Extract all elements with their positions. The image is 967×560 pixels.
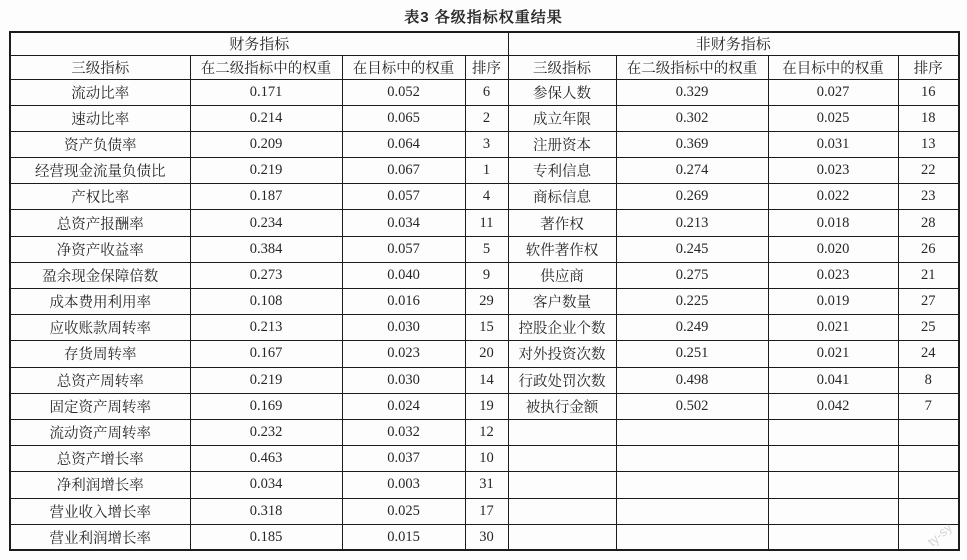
- nonfin-w2-cell: [616, 472, 768, 498]
- group-header-financial: 财务指标: [10, 32, 508, 55]
- fin-w2-cell: 0.209: [190, 131, 342, 157]
- nonfin-name-cell: 参保人数: [508, 79, 616, 105]
- nonfin-wt-cell: 0.020: [768, 236, 898, 262]
- nonfin-rank-cell: 8: [898, 367, 959, 393]
- fin-rank-cell: 1: [465, 158, 508, 184]
- fin-wt-cell: 0.040: [342, 262, 465, 288]
- fin-name-cell: 经营现金流量负债比: [10, 158, 190, 184]
- fin-w2-cell: 0.273: [190, 262, 342, 288]
- fin-wt-cell: 0.064: [342, 131, 465, 157]
- fin-wt-cell: 0.003: [342, 472, 465, 498]
- nonfin-rank-cell: 25: [898, 315, 959, 341]
- column-header-row: [10, 55, 959, 79]
- fin-name-cell: 净资产收益率: [10, 236, 190, 262]
- fin-rank-cell: 19: [465, 393, 508, 419]
- nonfin-rank-cell: 13: [898, 131, 959, 157]
- col-header-nonfin-rank: 排序: [898, 55, 959, 79]
- fin-w2-cell: 0.232: [190, 419, 342, 445]
- fin-wt-cell: 0.025: [342, 498, 465, 524]
- fin-rank-cell: 3: [465, 131, 508, 157]
- fin-rank-cell: 12: [465, 419, 508, 445]
- fin-w2-cell: 0.169: [190, 393, 342, 419]
- fin-rank-cell: 15: [465, 315, 508, 341]
- fin-w2-cell: 0.219: [190, 158, 342, 184]
- nonfin-wt-cell: 0.041: [768, 367, 898, 393]
- table-row: [10, 341, 959, 367]
- nonfin-w2-cell: [616, 524, 768, 550]
- fin-w2-cell: 0.185: [190, 524, 342, 550]
- nonfin-rank-cell: [898, 498, 959, 524]
- fin-w2-cell: 0.214: [190, 105, 342, 131]
- nonfin-rank-cell: 18: [898, 105, 959, 131]
- table-row: [10, 210, 959, 236]
- nonfin-name-cell: 供应商: [508, 262, 616, 288]
- fin-w2-cell: 0.108: [190, 289, 342, 315]
- fin-w2-cell: 0.384: [190, 236, 342, 262]
- nonfin-name-cell: 被执行金额: [508, 393, 616, 419]
- fin-w2-cell: 0.219: [190, 367, 342, 393]
- nonfin-name-cell: 商标信息: [508, 184, 616, 210]
- fin-rank-cell: 29: [465, 289, 508, 315]
- fin-name-cell: 速动比率: [10, 105, 190, 131]
- nonfin-name-cell: [508, 498, 616, 524]
- table-row: [10, 79, 959, 105]
- col-header-nonfin-weight-target: 在目标中的权重: [768, 55, 898, 79]
- nonfin-name-cell: [508, 472, 616, 498]
- col-header-nonfin-indicator: 三级指标: [508, 55, 616, 79]
- nonfin-w2-cell: 0.369: [616, 131, 768, 157]
- nonfin-w2-cell: 0.213: [616, 210, 768, 236]
- nonfin-wt-cell: [768, 524, 898, 550]
- fin-w2-cell: 0.171: [190, 79, 342, 105]
- nonfin-name-cell: 成立年限: [508, 105, 616, 131]
- fin-w2-cell: 0.187: [190, 184, 342, 210]
- fin-name-cell: 成本费用利用率: [10, 289, 190, 315]
- fin-rank-cell: 14: [465, 367, 508, 393]
- nonfin-w2-cell: 0.225: [616, 289, 768, 315]
- table-body: [10, 79, 959, 550]
- table-row: [10, 262, 959, 288]
- nonfin-rank-cell: 7: [898, 393, 959, 419]
- fin-name-cell: 总资产增长率: [10, 446, 190, 472]
- group-header-nonfinancial: 非财务指标: [508, 32, 959, 55]
- fin-name-cell: 流动比率: [10, 79, 190, 105]
- nonfin-w2-cell: 0.251: [616, 341, 768, 367]
- nonfin-wt-cell: [768, 446, 898, 472]
- fin-name-cell: 营业利润增长率: [10, 524, 190, 550]
- col-header-fin-indicator: 三级指标: [10, 55, 190, 79]
- table-row: [10, 419, 959, 445]
- table-row: [10, 367, 959, 393]
- fin-rank-cell: 2: [465, 105, 508, 131]
- nonfin-wt-cell: 0.019: [768, 289, 898, 315]
- col-header-nonfin-weight-secondary: 在二级指标中的权重: [616, 55, 768, 79]
- nonfin-w2-cell: 0.329: [616, 79, 768, 105]
- table-row: [10, 315, 959, 341]
- nonfin-w2-cell: [616, 498, 768, 524]
- nonfin-name-cell: [508, 419, 616, 445]
- nonfin-name-cell: 软件著作权: [508, 236, 616, 262]
- fin-rank-cell: 17: [465, 498, 508, 524]
- fin-w2-cell: 0.463: [190, 446, 342, 472]
- nonfin-w2-cell: 0.302: [616, 105, 768, 131]
- nonfin-rank-cell: 28: [898, 210, 959, 236]
- nonfin-name-cell: [508, 524, 616, 550]
- fin-rank-cell: 20: [465, 341, 508, 367]
- col-header-fin-rank: 排序: [465, 55, 508, 79]
- nonfin-wt-cell: 0.021: [768, 341, 898, 367]
- fin-wt-cell: 0.023: [342, 341, 465, 367]
- fin-rank-cell: 30: [465, 524, 508, 550]
- nonfin-w2-cell: 0.249: [616, 315, 768, 341]
- nonfin-wt-cell: [768, 419, 898, 445]
- fin-w2-cell: 0.318: [190, 498, 342, 524]
- nonfin-wt-cell: 0.025: [768, 105, 898, 131]
- fin-rank-cell: 10: [465, 446, 508, 472]
- nonfin-name-cell: 注册资本: [508, 131, 616, 157]
- fin-w2-cell: 0.213: [190, 315, 342, 341]
- nonfin-wt-cell: [768, 498, 898, 524]
- fin-rank-cell: 4: [465, 184, 508, 210]
- nonfin-rank-cell: [898, 472, 959, 498]
- fin-wt-cell: 0.057: [342, 184, 465, 210]
- fin-name-cell: 资产负债率: [10, 131, 190, 157]
- nonfin-wt-cell: 0.023: [768, 262, 898, 288]
- fin-wt-cell: 0.015: [342, 524, 465, 550]
- fin-wt-cell: 0.057: [342, 236, 465, 262]
- nonfin-wt-cell: 0.027: [768, 79, 898, 105]
- fin-wt-cell: 0.024: [342, 393, 465, 419]
- nonfin-wt-cell: [768, 472, 898, 498]
- nonfin-rank-cell: 22: [898, 158, 959, 184]
- nonfin-w2-cell: [616, 446, 768, 472]
- table-row: [10, 236, 959, 262]
- fin-name-cell: 总资产周转率: [10, 367, 190, 393]
- nonfin-name-cell: 客户数量: [508, 289, 616, 315]
- table-row: [10, 131, 959, 157]
- fin-wt-cell: 0.052: [342, 79, 465, 105]
- nonfin-name-cell: 著作权: [508, 210, 616, 236]
- fin-name-cell: 营业收入增长率: [10, 498, 190, 524]
- table-row: [10, 472, 959, 498]
- fin-wt-cell: 0.034: [342, 210, 465, 236]
- fin-name-cell: 总资产报酬率: [10, 210, 190, 236]
- nonfin-wt-cell: 0.021: [768, 315, 898, 341]
- watermark: ty-sy: [924, 519, 955, 550]
- fin-rank-cell: 31: [465, 472, 508, 498]
- nonfin-wt-cell: 0.022: [768, 184, 898, 210]
- col-header-fin-weight-secondary: 在二级指标中的权重: [190, 55, 342, 79]
- fin-wt-cell: 0.030: [342, 367, 465, 393]
- group-header-row: [10, 32, 959, 55]
- nonfin-name-cell: [508, 446, 616, 472]
- nonfin-rank-cell: 23: [898, 184, 959, 210]
- table-row: [10, 393, 959, 419]
- fin-wt-cell: 0.067: [342, 158, 465, 184]
- nonfin-wt-cell: 0.018: [768, 210, 898, 236]
- nonfin-name-cell: 专利信息: [508, 158, 616, 184]
- nonfin-rank-cell: 27: [898, 289, 959, 315]
- table-row: [10, 446, 959, 472]
- nonfin-rank-cell: 21: [898, 262, 959, 288]
- fin-rank-cell: 11: [465, 210, 508, 236]
- table-row: [10, 158, 959, 184]
- fin-wt-cell: 0.037: [342, 446, 465, 472]
- nonfin-name-cell: 对外投资次数: [508, 341, 616, 367]
- table-row: [10, 289, 959, 315]
- nonfin-w2-cell: 0.275: [616, 262, 768, 288]
- table-row: [10, 498, 959, 524]
- nonfin-rank-cell: [898, 524, 959, 550]
- fin-name-cell: 固定资产周转率: [10, 393, 190, 419]
- nonfin-w2-cell: 0.498: [616, 367, 768, 393]
- nonfin-rank-cell: 16: [898, 79, 959, 105]
- fin-name-cell: 应收账款周转率: [10, 315, 190, 341]
- nonfin-w2-cell: 0.269: [616, 184, 768, 210]
- nonfin-wt-cell: 0.031: [768, 131, 898, 157]
- nonfin-rank-cell: 26: [898, 236, 959, 262]
- fin-name-cell: 流动资产周转率: [10, 419, 190, 445]
- nonfin-rank-cell: 24: [898, 341, 959, 367]
- table-row: [10, 524, 959, 550]
- fin-wt-cell: 0.030: [342, 315, 465, 341]
- fin-wt-cell: 0.065: [342, 105, 465, 131]
- fin-rank-cell: 6: [465, 79, 508, 105]
- fin-wt-cell: 0.032: [342, 419, 465, 445]
- fin-name-cell: 盈余现金保障倍数: [10, 262, 190, 288]
- nonfin-name-cell: 行政处罚次数: [508, 367, 616, 393]
- fin-name-cell: 产权比率: [10, 184, 190, 210]
- nonfin-w2-cell: 0.502: [616, 393, 768, 419]
- nonfin-rank-cell: [898, 419, 959, 445]
- nonfin-wt-cell: 0.042: [768, 393, 898, 419]
- fin-name-cell: 净利润增长率: [10, 472, 190, 498]
- fin-w2-cell: 0.167: [190, 341, 342, 367]
- fin-name-cell: 存货周转率: [10, 341, 190, 367]
- nonfin-w2-cell: 0.274: [616, 158, 768, 184]
- indicator-weights-table: [9, 31, 960, 551]
- table-title: 表3 各级指标权重结果: [404, 9, 563, 26]
- fin-wt-cell: 0.016: [342, 289, 465, 315]
- nonfin-rank-cell: [898, 446, 959, 472]
- fin-rank-cell: 5: [465, 236, 508, 262]
- nonfin-name-cell: 控股企业个数: [508, 315, 616, 341]
- nonfin-w2-cell: 0.245: [616, 236, 768, 262]
- fin-rank-cell: 9: [465, 262, 508, 288]
- col-header-fin-weight-target: 在目标中的权重: [342, 55, 465, 79]
- table-row: [10, 105, 959, 131]
- nonfin-w2-cell: [616, 419, 768, 445]
- table-row: [10, 184, 959, 210]
- fin-w2-cell: 0.234: [190, 210, 342, 236]
- nonfin-wt-cell: 0.023: [768, 158, 898, 184]
- fin-w2-cell: 0.034: [190, 472, 342, 498]
